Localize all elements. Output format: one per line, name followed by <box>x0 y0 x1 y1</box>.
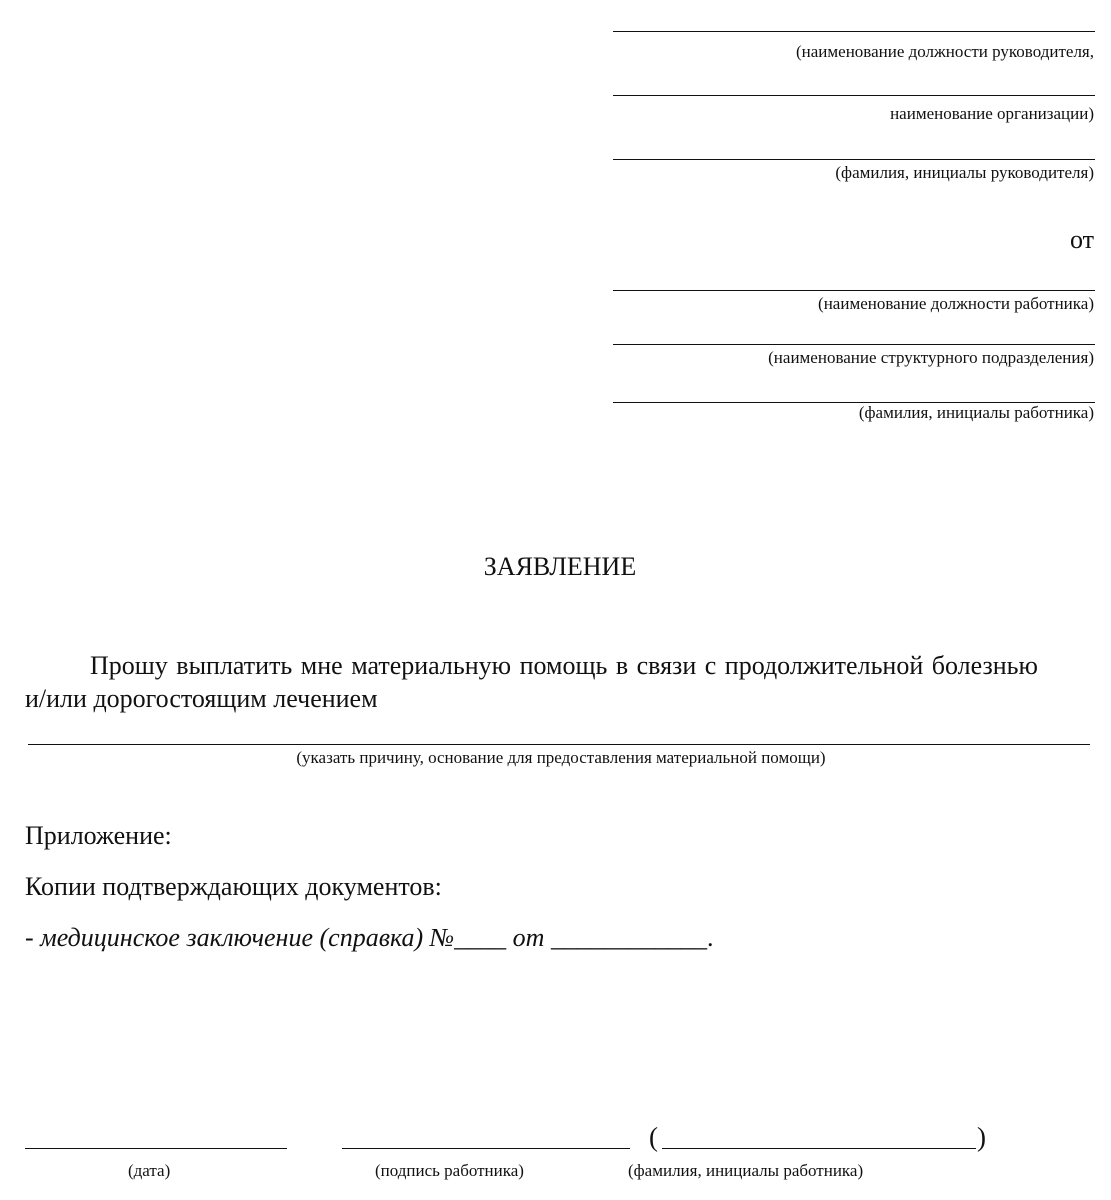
date-line[interactable] <box>25 1148 287 1149</box>
sender-position-caption: (наименование должности работника) <box>818 294 1094 313</box>
reason-caption: (указать причину, основание для предоставления материальной помощи) <box>296 748 826 767</box>
addressee-organization-caption: наименование организации) <box>890 104 1094 123</box>
sender-division-caption: (наименование структурного подразделения) <box>768 348 1094 367</box>
request-text-line-1: Прошу выплатить мне материальную помощь в связи с продолжительной болезнью <box>90 651 1038 680</box>
attachment-heading: Приложение: <box>25 821 172 850</box>
date-caption: (дата) <box>128 1161 171 1180</box>
name-open-paren: ( <box>649 1122 658 1152</box>
signature-caption: (подпись работника) <box>375 1161 524 1180</box>
addressee-organization-line[interactable] <box>613 95 1095 96</box>
sender-position-line[interactable] <box>613 290 1095 291</box>
sender-division-line[interactable] <box>613 344 1095 345</box>
sender-name-caption: (фамилия, инициалы работника) <box>858 403 1094 422</box>
attachment-item <box>25 922 713 954</box>
attachment-item-text: медицинское заключение (справка) №____ от ____________ <box>40 923 707 952</box>
addressee-name-caption: (фамилия, инициалы руководителя) <box>835 163 1094 182</box>
document-title: ЗАЯВЛЕНИЕ <box>483 552 637 581</box>
addressee-position-caption: (наименование должности руководителя, <box>795 42 1094 61</box>
name-close-paren: ) <box>977 1122 986 1152</box>
reason-line[interactable] <box>28 744 1090 745</box>
request-text-line-2: и/или дорогостоящим лечением <box>25 684 378 713</box>
from-word: от <box>1069 225 1094 254</box>
signature-line[interactable] <box>342 1148 630 1149</box>
addressee-name-line[interactable] <box>613 159 1095 160</box>
signer-name-line[interactable] <box>662 1148 976 1149</box>
attachment-item-dash: - <box>25 923 34 952</box>
signer-name-caption: (фамилия, инициалы работника) <box>628 1161 864 1180</box>
addressee-position-line[interactable] <box>613 31 1095 32</box>
attachment-item-period: . <box>706 923 714 952</box>
attachment-copies-label: Копии подтверждающих документов: <box>25 872 442 901</box>
